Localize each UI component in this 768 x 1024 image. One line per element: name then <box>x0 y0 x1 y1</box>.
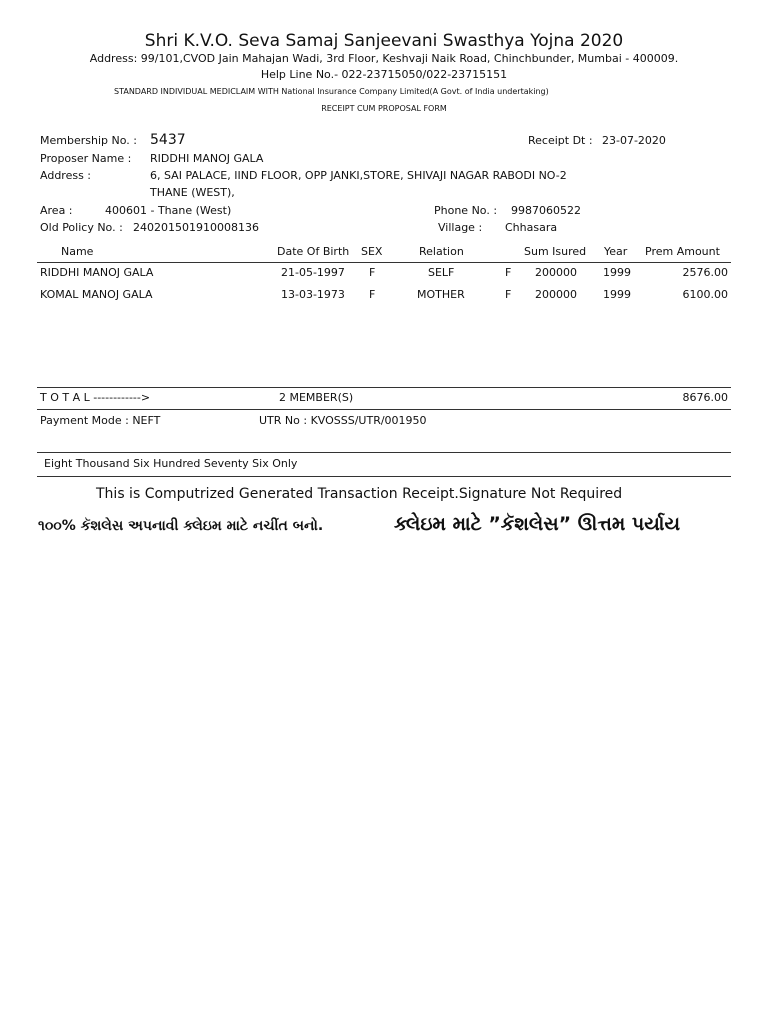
member-name: KOMAL MANOJ GALA <box>40 288 153 301</box>
total-label: T O T A L ------------> <box>40 391 151 404</box>
member-year: 1999 <box>603 266 631 279</box>
old-policy-label: Old Policy No. : <box>40 221 123 234</box>
proposer-label: Proposer Name : <box>40 152 132 165</box>
member-dob: 13-03-1973 <box>281 288 345 301</box>
membership-label: Membership No. : <box>40 134 137 147</box>
village-value: Chhasara <box>505 221 558 234</box>
member-premium: 2576.00 <box>682 266 728 279</box>
form-title: RECEIPT CUM PROPOSAL FORM <box>321 104 447 113</box>
member-name: RIDDHI MANOJ GALA <box>40 266 154 279</box>
proposer-name: RIDDHI MANOJ GALA <box>150 152 264 165</box>
payment-mode: Payment Mode : NEFT <box>40 414 161 427</box>
village-label: Village : <box>438 221 483 234</box>
column-header-dob: Date Of Birth <box>277 245 350 258</box>
total-top-divider <box>37 387 731 388</box>
helpline-numbers: Help Line No.- 022-23715050/022-23715151 <box>260 68 508 81</box>
utr-number: UTR No : KVOSSS/UTR/001950 <box>259 414 427 427</box>
organization-address: Address: 99/101,CVOD Jain Mahajan Wadi, 3rd Floor, Keshvaji Naik Road, Chinchbunder, Mumbai - 400009. <box>89 52 679 65</box>
phone-label: Phone No. : <box>434 204 498 217</box>
address-label: Address : <box>40 169 92 182</box>
cashless-tagline-small: ૧૦૦% કૅશલેસ અપનાવી ક્લેઇમ માટે નચીંત બનો. <box>38 518 324 534</box>
old-policy-number: 240201501910008136 <box>133 221 259 234</box>
area-label: Area : <box>40 204 73 217</box>
member-sum-insured: 200000 <box>535 266 577 279</box>
member-relation: MOTHER <box>417 288 465 301</box>
total-members: 2 MEMBER(S) <box>279 391 354 404</box>
member-sex-secondary: F <box>505 288 512 301</box>
member-premium: 6100.00 <box>682 288 728 301</box>
policy-description: STANDARD INDIVIDUAL MEDICLAIM WITH National Insurance Company Limited(A Govt. of India undertaking) <box>114 87 549 96</box>
member-dob: 21-05-1997 <box>281 266 345 279</box>
total-bottom-divider <box>37 409 731 410</box>
document-title: Shri K.V.O. Seva Samaj Sanjeevani Swasthya Yojna 2020 <box>144 31 624 51</box>
words-bottom-divider <box>37 476 731 477</box>
address-line-2: THANE (WEST), <box>150 186 235 199</box>
member-sum-insured: 200000 <box>535 288 577 301</box>
member-sex-secondary: F <box>505 266 512 279</box>
table-header-divider <box>37 262 731 263</box>
receipt-date: 23-07-2020 <box>602 134 666 147</box>
column-header-sum-insured: Sum Isured <box>524 245 587 258</box>
total-amount: 8676.00 <box>682 391 728 404</box>
membership-number: 5437 <box>150 132 186 148</box>
cashless-tagline-large: ક્લેઇમ માટે ”કૅશલેસ” ઊત્તમ પર્યાય <box>394 513 681 535</box>
member-year: 1999 <box>603 288 631 301</box>
column-header-relation: Relation <box>419 245 464 258</box>
member-relation: SELF <box>428 266 455 279</box>
amount-in-words: Eight Thousand Six Hundred Seventy Six Only <box>44 457 298 470</box>
receipt-date-label: Receipt Dt : <box>528 134 593 147</box>
words-top-divider <box>37 452 731 453</box>
column-header-premium: Prem Amount <box>645 245 720 258</box>
member-sex: F <box>369 288 376 301</box>
column-header-name: Name <box>61 245 94 258</box>
column-header-year: Year <box>604 245 628 258</box>
address-line-1: 6, SAI PALACE, IIND FLOOR, OPP JANKI,STORE, SHIVAJI NAGAR RABODI NO-2 <box>150 169 567 182</box>
phone-number: 9987060522 <box>511 204 581 217</box>
member-sex: F <box>369 266 376 279</box>
column-header-sex: SEX <box>361 245 383 258</box>
area-value: 400601 - Thane (West) <box>105 204 232 217</box>
computer-generated-notice: This is Computrized Generated Transaction Receipt.Signature Not Required <box>96 486 623 502</box>
